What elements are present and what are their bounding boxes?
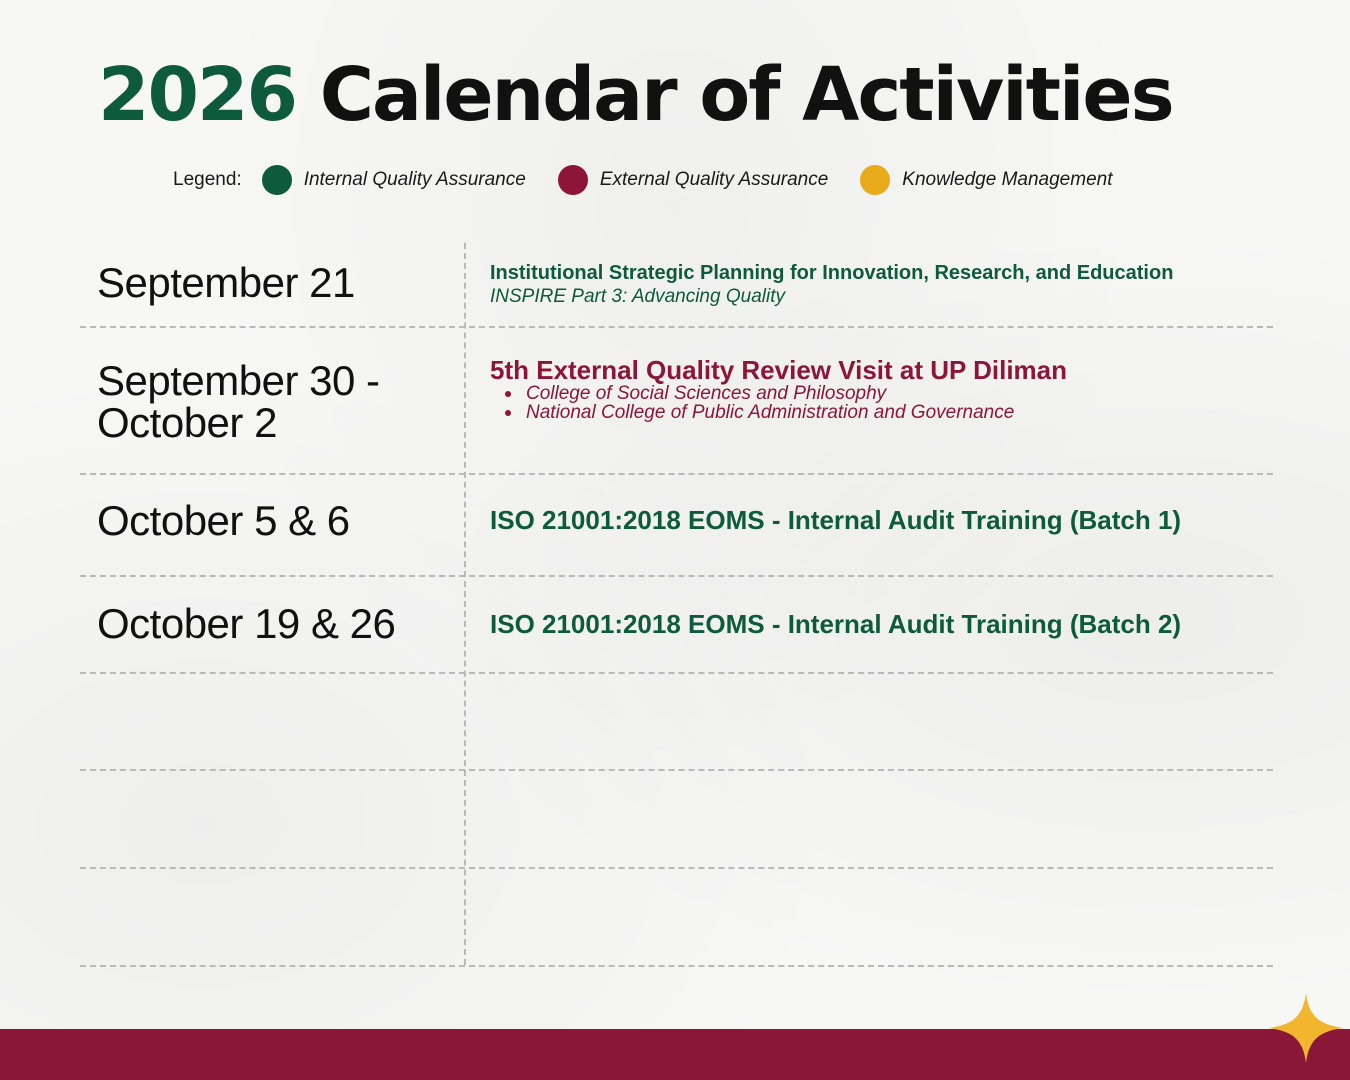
activity-title: ISO 21001:2018 EOMS - Internal Audit Training (Batch 2) xyxy=(490,609,1182,639)
column-divider xyxy=(464,243,466,965)
legend-knowledge-dot-icon xyxy=(860,165,890,195)
list-item-text: College of Social Sciences and Philosophy xyxy=(526,383,887,404)
row-divider xyxy=(80,769,1273,771)
legend-internal-label: Internal Quality Assurance xyxy=(303,169,526,190)
activity-title: 5th External Quality Review Visit at UP Diliman xyxy=(490,355,1068,385)
list-item xyxy=(490,403,1014,422)
activity-date-continued: October 2 xyxy=(97,399,277,446)
legend-external-dot-icon xyxy=(558,165,588,195)
bullet-icon xyxy=(505,410,511,416)
activity-subtitle: INSPIRE Part 3: Advancing Quality xyxy=(490,286,785,307)
row-divider xyxy=(80,672,1273,674)
title-year: 2026 xyxy=(98,52,296,138)
activity-title: Institutional Strategic Planning for Innovation, Research, and Education xyxy=(490,262,1174,284)
bullet-icon xyxy=(505,391,511,397)
row-divider xyxy=(80,473,1273,475)
row-divider xyxy=(80,965,1273,967)
activity-date: September 21 xyxy=(97,259,355,306)
activity-bullet-list xyxy=(490,384,1014,422)
list-item-text: National College of Public Administration and Governance xyxy=(526,402,1015,423)
page-title xyxy=(98,52,1173,138)
activity-title: ISO 21001:2018 EOMS - Internal Audit Training (Batch 1) xyxy=(490,505,1182,535)
legend-internal-dot-icon xyxy=(262,165,292,195)
footer-bar xyxy=(0,1029,1350,1080)
legend-external-label: External Quality Assurance xyxy=(599,169,829,190)
activity-date: September 30 - xyxy=(97,357,380,404)
four-point-star-icon xyxy=(1268,993,1344,1063)
title-text: Calendar of Activities xyxy=(319,52,1173,138)
row-divider xyxy=(80,867,1273,869)
row-divider xyxy=(80,326,1273,328)
row-divider xyxy=(80,575,1273,577)
legend-knowledge-label: Knowledge Management xyxy=(902,169,1113,190)
list-item xyxy=(490,384,1014,403)
legend xyxy=(173,166,1145,194)
activity-date: October 5 & 6 xyxy=(97,497,350,544)
legend-label: Legend: xyxy=(173,169,242,190)
activity-date: October 19 & 26 xyxy=(97,600,396,647)
